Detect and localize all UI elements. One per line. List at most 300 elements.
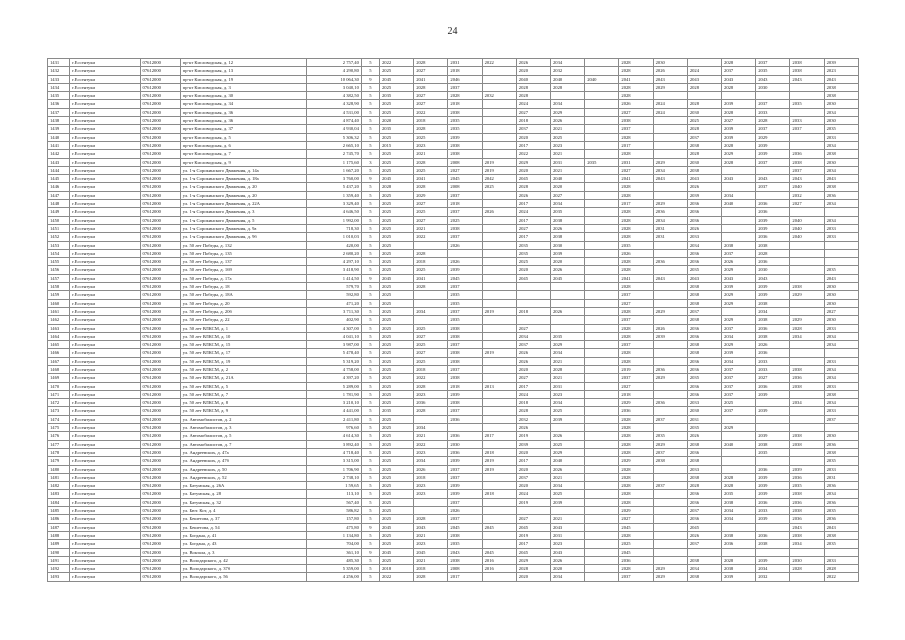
planned-year-cell: 2031 [551,382,585,390]
planned-year-cell: 2017 [516,141,550,149]
floors-cell: 5 [361,316,379,324]
planned-year-cell: 2029 [516,158,550,166]
planned-year-cell: 2038 [756,299,790,307]
settlement-cell: г.Ессентуки [70,117,140,125]
planned-year-cell [585,565,619,573]
floors-cell: 5 [361,324,379,332]
planned-year-cell: 2038 [756,540,790,548]
planned-year-cell [585,382,619,390]
table-row [48,108,859,116]
table-row [48,241,859,249]
table-row [48,531,859,539]
planned-year-cell: 2038 [687,556,721,564]
planned-year-cell: 2025 [379,100,413,108]
planned-year-cell [722,183,756,191]
floors-cell: 5 [361,216,379,224]
planned-year-cell: 2021 [551,473,585,481]
area-cell: 1 175,60 [306,158,361,166]
floors-cell: 5 [361,473,379,481]
planned-year-cell [653,357,687,365]
planned-year-cell: 2034 [551,100,585,108]
planned-year-cell: 2029 [722,266,756,274]
planned-year-cell [482,75,516,83]
planned-year-cell: 2015 [379,141,413,149]
planned-year-cell: 2045 [619,548,653,556]
table-row [48,399,859,407]
area-cell: 420,00 [306,241,361,249]
row-number-cell: 1468 [48,365,70,373]
planned-year-cell [790,548,824,556]
settlement-cell: г.Ессентуки [70,141,140,149]
planned-year-cell: 2037 [722,407,756,415]
planned-year-cell [722,224,756,232]
planned-year-cell [516,283,550,291]
planned-year-cell: 2037 [653,482,687,490]
planned-year-cell [585,150,619,158]
planned-year-cell: 2008 [448,565,482,573]
planned-year-cell: 2025 [379,283,413,291]
planned-year-cell: 2028 [619,83,653,91]
row-number-cell: 1484 [48,498,70,506]
settlement-cell: г.Ессентуки [70,399,140,407]
planned-year-cell: 2017 [516,457,550,465]
planned-year-cell: 2027 [824,307,858,315]
area-cell: 1 781,90 [306,390,361,398]
planned-year-cell [585,125,619,133]
planned-year-cell: 2019 [516,531,550,539]
floors-cell: 5 [361,382,379,390]
planned-year-cell [414,507,448,515]
planned-year-cell: 2036 [448,448,482,456]
planned-year-cell [585,349,619,357]
address-cell: ул. 50 лет ВЛКСМ, д. 15 [180,341,306,349]
planned-year-cell [482,258,516,266]
planned-year-cell: 2029 [790,316,824,324]
planned-year-cell: 2037 [722,390,756,398]
oktmo-code-cell: 07612000 [140,100,180,108]
planned-year-cell: 2038 [756,241,790,249]
planned-year-cell [790,457,824,465]
planned-year-cell: 2025 [379,299,413,307]
planned-year-cell: 2043 [414,523,448,531]
planned-year-cell: 2037 [722,382,756,390]
row-number-cell: 1438 [48,117,70,125]
settlement-cell: г.Ессентуки [70,374,140,382]
row-number-cell: 1475 [48,424,70,432]
planned-year-cell [585,407,619,415]
planned-year-cell: 2038 [756,332,790,340]
planned-year-cell [653,498,687,506]
planned-year-cell: 2043 [824,274,858,282]
table-row [48,266,859,274]
floors-cell: 9 [361,75,379,83]
planned-year-cell: 2027 [414,100,448,108]
planned-year-cell: 2018 [516,399,550,407]
floors-cell: 5 [361,117,379,125]
planned-year-cell: 2038 [790,531,824,539]
planned-year-cell: 2036 [756,200,790,208]
planned-year-cell: 2027 [414,332,448,340]
planned-year-cell: 2028 [414,125,448,133]
planned-year-cell: 2030 [824,432,858,440]
planned-year-cell [585,249,619,257]
planned-year-cell: 2021 [551,166,585,174]
planned-year-cell [756,424,790,432]
settlement-cell: г.Ессентуки [70,316,140,324]
address-cell: ул. 1-я Сорокинского Движения, д. 9б [180,233,306,241]
planned-year-cell: 2028 [619,440,653,448]
planned-year-cell [653,407,687,415]
address-cell: ул. Володарского, д. 42 [180,556,306,564]
oktmo-code-cell: 07612000 [140,482,180,490]
planned-year-cell: 2021 [414,224,448,232]
oktmo-code-cell: 07612000 [140,117,180,125]
planned-year-cell: 2028 [790,324,824,332]
planned-year-cell: 2036 [756,349,790,357]
planned-year-cell [653,465,687,473]
planned-year-cell: 2043 [790,75,824,83]
planned-year-cell [585,457,619,465]
table-row [48,166,859,174]
planned-year-cell: 2028 [516,565,550,573]
planned-year-cell: 2035 [756,448,790,456]
planned-year-cell: 2029 [653,158,687,166]
planned-year-cell: 2026 [551,465,585,473]
planned-year-cell: 2039 [448,133,482,141]
planned-year-cell: 2027 [722,117,756,125]
planned-year-cell: 2028 [414,83,448,91]
address-cell: ул. Батумская, д. 28 [180,490,306,498]
row-number-cell: 1488 [48,531,70,539]
planned-year-cell [585,556,619,564]
planned-year-cell [722,465,756,473]
planned-year-cell: 2034 [756,307,790,315]
oktmo-code-cell: 07612000 [140,299,180,307]
planned-year-cell: 2027 [414,349,448,357]
planned-year-cell: 2017 [516,200,550,208]
table-row [48,274,859,282]
address-cell: ул. 1-я Сорокинского Движения, д. 3 [180,208,306,216]
planned-year-cell [653,515,687,523]
planned-year-cell: 2025 [379,316,413,324]
planned-year-cell: 2036 [687,249,721,257]
planned-year-cell: 2035 [448,125,482,133]
planned-year-cell: 2028 [619,67,653,75]
planned-year-cell: 2028 [414,283,448,291]
planned-year-cell [414,316,448,324]
planned-year-cell [551,424,585,432]
planned-year-cell: 2043 [824,175,858,183]
oktmo-code-cell: 07612000 [140,531,180,539]
planned-year-cell: 2038 [790,432,824,440]
planned-year-cell: 2035 [687,374,721,382]
planned-year-cell: 2025 [379,108,413,116]
planned-year-cell: 2036 [687,324,721,332]
planned-year-cell: 2028 [516,83,550,91]
planned-year-cell: 2033 [756,108,790,116]
planned-year-cell [722,166,756,174]
planned-year-cell [722,307,756,315]
planned-year-cell: 2029 [756,133,790,141]
planned-year-cell: 2045 [414,548,448,556]
planned-year-cell: 2020 [379,117,413,125]
area-cell: 718,30 [306,224,361,232]
planned-year-cell [585,216,619,224]
planned-year-cell: 2038 [687,573,721,581]
planned-year-cell [722,548,756,556]
oktmo-code-cell: 07612000 [140,324,180,332]
planned-year-cell [756,523,790,531]
address-cell: пр-кт Кисловодская, д. 19 [180,75,306,83]
planned-year-cell: 2028 [619,482,653,490]
address-cell: ул. 50 лет Победы, д. 22 [180,316,306,324]
floors-cell: 9 [361,523,379,531]
settlement-cell: г.Ессентуки [70,133,140,141]
area-cell: 402,90 [306,316,361,324]
planned-year-cell: 2036 [687,208,721,216]
table-row [48,556,859,564]
planned-year-cell: 2030 [687,108,721,116]
planned-year-cell: 2024 [653,100,687,108]
planned-year-cell: 2023 [414,482,448,490]
planned-year-cell: 2025 [379,208,413,216]
planned-year-cell: 2038 [790,67,824,75]
planned-year-cell: 2020 [551,565,585,573]
planned-year-cell: 2036 [687,216,721,224]
planned-year-cell: 2019 [619,365,653,373]
settlement-cell: г.Ессентуки [70,507,140,515]
oktmo-code-cell: 07612000 [140,183,180,191]
planned-year-cell: 2038 [687,166,721,174]
planned-year-cell: 2018 [448,67,482,75]
planned-year-cell: 2035 [653,432,687,440]
address-cell: пр-кт Кисловодская, д. 36 [180,108,306,116]
planned-year-cell: 2035 [687,424,721,432]
planned-year-cell: 2035 [448,540,482,548]
oktmo-code-cell: 07612000 [140,415,180,423]
table-row [48,175,859,183]
row-number-cell: 1485 [48,507,70,515]
address-cell: ул. 50 лет Победы, д. 20 [180,299,306,307]
planned-year-cell: 2038 [790,158,824,166]
planned-year-cell: 2036 [824,482,858,490]
area-cell: 475,80 [306,523,361,531]
planned-year-cell: 2039 [516,440,550,448]
planned-year-cell: 2026 [516,349,550,357]
planned-year-cell: 2029 [722,341,756,349]
planned-year-cell: 2035 [824,125,858,133]
address-cell: ул. 50 лет ВЛКСМ, д. 5 [180,382,306,390]
planned-year-cell [585,432,619,440]
address-cell: пр-кт Кисловодская, д. 6 [180,141,306,149]
planned-year-cell: 2039 [551,249,585,257]
planned-year-cell [482,316,516,324]
planned-year-cell: 2034 [756,565,790,573]
settlement-cell: г.Ессентуки [70,83,140,91]
planned-year-cell: 2024 [687,67,721,75]
planned-year-cell: 2025 [379,291,413,299]
planned-year-cell [687,92,721,100]
table-row [48,133,859,141]
planned-year-cell: 2028 [516,183,550,191]
planned-year-cell: 2036 [722,540,756,548]
planned-year-cell: 2030 [824,299,858,307]
planned-year-cell: 2034 [824,490,858,498]
table-row [48,432,859,440]
planned-year-cell: 2036 [824,515,858,523]
planned-year-cell: 2034 [824,365,858,373]
floors-cell: 5 [361,266,379,274]
planned-year-cell [790,299,824,307]
planned-year-cell: 2033 [824,224,858,232]
oktmo-code-cell: 07612000 [140,258,180,266]
planned-year-cell: 2034 [551,573,585,581]
row-number-cell: 1461 [48,307,70,315]
planned-year-cell [824,548,858,556]
planned-year-cell: 2034 [824,141,858,149]
planned-year-cell: 2041 [619,274,653,282]
planned-year-cell [585,365,619,373]
planned-year-cell: 2034 [790,540,824,548]
planned-year-cell: 2036 [653,399,687,407]
planned-year-cell: 2037 [448,307,482,315]
planned-year-cell [756,457,790,465]
row-number-cell: 1481 [48,473,70,481]
address-cell: ул. 1-я Сорокинского Движения, д. 9а [180,224,306,232]
planned-year-cell [482,415,516,423]
table-row [48,224,859,232]
area-cell: 3 329,40 [306,200,361,208]
row-number-cell: 1478 [48,448,70,456]
address-cell: ул. Володарского, д. 56 [180,573,306,581]
oktmo-code-cell: 07612000 [140,108,180,116]
planned-year-cell: 2035 [448,117,482,125]
planned-year-cell: 2039 [756,432,790,440]
planned-year-cell: 2027 [414,216,448,224]
planned-year-cell: 2026 [687,224,721,232]
planned-year-cell: 2039 [756,515,790,523]
planned-year-cell: 2037 [516,473,550,481]
area-cell: 113,10 [306,490,361,498]
settlement-cell: г.Ессентуки [70,158,140,166]
planned-year-cell: 2034 [687,565,721,573]
planned-year-cell [585,498,619,506]
planned-year-cell: 2038 [448,224,482,232]
planned-year-cell: 2027 [790,200,824,208]
planned-year-cell: 2023 [414,390,448,398]
planned-year-cell: 2034 [516,332,550,340]
planned-year-cell [482,141,516,149]
area-cell: 1 706,90 [306,465,361,473]
oktmo-code-cell: 07612000 [140,424,180,432]
planned-year-cell: 2020 [551,258,585,266]
planned-year-cell: 2028 [619,349,653,357]
planned-year-cell: 2023 [414,141,448,149]
row-number-cell: 1457 [48,274,70,282]
planned-year-cell: 2037 [448,365,482,373]
planned-year-cell [482,573,516,581]
table-row [48,365,859,373]
planned-year-cell: 2025 [379,158,413,166]
planned-year-cell: 2028 [619,357,653,365]
planned-year-cell: 2036 [790,515,824,523]
planned-year-cell: 2037 [516,341,550,349]
planned-year-cell: 2028 [722,556,756,564]
planned-year-cell: 2020 [516,266,550,274]
planned-year-cell: 2023 [551,390,585,398]
planned-year-cell: 2038 [824,150,858,158]
address-cell: ул. 50 лет ВЛКСМ, д. 7 [180,390,306,398]
planned-year-cell: 2043 [756,75,790,83]
planned-year-cell: 2017 [448,573,482,581]
floors-cell: 5 [361,100,379,108]
planned-year-cell: 2025 [379,83,413,91]
settlement-cell: г.Ессентуки [70,67,140,75]
planned-year-cell [653,390,687,398]
planned-year-cell [653,266,687,274]
row-number-cell: 1467 [48,357,70,365]
planned-year-cell: 2031 [653,233,687,241]
planned-year-cell [790,258,824,266]
planned-year-cell: 2028 [414,407,448,415]
planned-year-cell: 2040 [551,175,585,183]
area-cell: 3 418,90 [306,266,361,274]
planned-year-cell [551,92,585,100]
address-cell: ул. 50 лет Победы, д. 135 [180,249,306,257]
table-row [48,382,859,390]
planned-year-cell: 2025 [379,382,413,390]
planned-year-cell: 2038 [687,283,721,291]
planned-year-cell [585,133,619,141]
settlement-cell: г.Ессентуки [70,531,140,539]
planned-year-cell [722,432,756,440]
table-row [48,150,859,158]
planned-year-cell: 2028 [619,216,653,224]
planned-year-cell: 2037 [722,365,756,373]
oktmo-code-cell: 07612000 [140,208,180,216]
planned-year-cell: 2034 [824,399,858,407]
planned-year-cell: 2032 [516,415,550,423]
table-row [48,83,859,91]
row-number-cell: 1446 [48,183,70,191]
settlement-cell: г.Ессентуки [70,365,140,373]
planned-year-cell: 2034 [551,59,585,67]
planned-year-cell: 2025 [516,258,550,266]
floors-cell: 5 [361,440,379,448]
planned-year-cell: 2036 [756,382,790,390]
address-cell: ул. 50 лет Победы, д. 17а [180,274,306,282]
table-row [48,523,859,531]
planned-year-cell: 2038 [448,141,482,149]
planned-year-cell: 2043 [687,274,721,282]
planned-year-cell: 2026 [687,432,721,440]
planned-year-cell: 2046 [448,75,482,83]
planned-year-cell: 2036 [687,490,721,498]
planned-year-cell [585,183,619,191]
planned-year-cell: 2034 [722,515,756,523]
planned-year-cell [790,349,824,357]
planned-year-cell [653,183,687,191]
planned-year-cell: 2026 [619,249,653,257]
planned-year-cell: 2038 [687,341,721,349]
planned-year-cell: 2043 [756,175,790,183]
planned-year-cell: 2035 [379,92,413,100]
row-number-cell: 1493 [48,573,70,581]
address-cell: пр-кт Кисловодская, д. 3 [180,83,306,91]
area-cell: 2 665,10 [306,141,361,149]
area-cell: 4 297,10 [306,258,361,266]
settlement-cell: г.Ессентуки [70,274,140,282]
